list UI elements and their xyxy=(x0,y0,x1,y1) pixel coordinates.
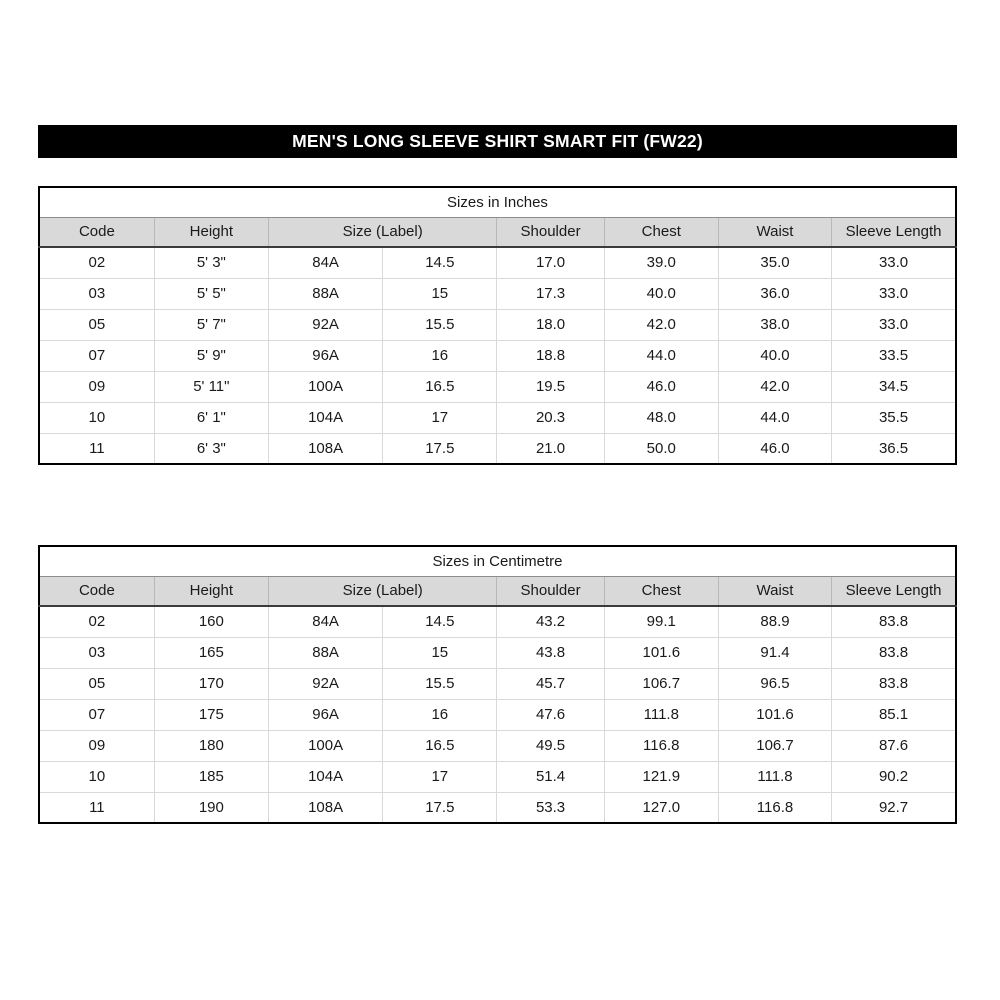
table-cell: 17 xyxy=(383,402,497,433)
table-cell: 44.0 xyxy=(718,402,831,433)
table-cell: 101.6 xyxy=(604,637,718,668)
table-row xyxy=(39,730,956,761)
column-header-waist: Waist xyxy=(718,576,831,606)
table-cell: 36.0 xyxy=(718,278,831,309)
table-cell: 175 xyxy=(154,699,268,730)
table-cell: 42.0 xyxy=(604,309,718,340)
table-cell: 84A xyxy=(268,606,382,637)
table-row xyxy=(39,309,956,340)
table-cell: 5' 11" xyxy=(154,371,268,402)
table-row xyxy=(39,637,956,668)
table-cell: 106.7 xyxy=(718,730,831,761)
table-cell: 88A xyxy=(268,637,382,668)
table-cell: 16 xyxy=(383,340,497,371)
table-cell: 87.6 xyxy=(832,730,956,761)
table-cell: 96A xyxy=(268,699,382,730)
column-header-shoulder: Shoulder xyxy=(497,576,604,606)
table-cell: 85.1 xyxy=(832,699,956,730)
table-cell: 6' 3" xyxy=(154,433,268,464)
table-cell: 47.6 xyxy=(497,699,604,730)
table-cell: 96.5 xyxy=(718,668,831,699)
table-cell: 03 xyxy=(39,278,154,309)
table-cell: 100A xyxy=(268,371,382,402)
table-cell: 101.6 xyxy=(718,699,831,730)
table-cell: 116.8 xyxy=(718,792,831,823)
column-header-height: Height xyxy=(154,576,268,606)
table-cell: 15.5 xyxy=(383,668,497,699)
page-title: MEN'S LONG SLEEVE SHIRT SMART FIT (FW22) xyxy=(292,131,703,151)
column-header-size-label: Size (Label) xyxy=(268,576,496,606)
table-cell: 17.5 xyxy=(383,792,497,823)
table-header-row xyxy=(39,217,956,247)
table-cell: 35.0 xyxy=(718,247,831,278)
table-cell: 6' 1" xyxy=(154,402,268,433)
table-cell: 116.8 xyxy=(604,730,718,761)
table-cell: 15 xyxy=(383,637,497,668)
table-cell: 100A xyxy=(268,730,382,761)
table-cell: 185 xyxy=(154,761,268,792)
column-header-chest: Chest xyxy=(604,576,718,606)
column-header-size-label: Size (Label) xyxy=(268,217,496,247)
column-header-height: Height xyxy=(154,217,268,247)
table-cell: 17.5 xyxy=(383,433,497,464)
table-cell: 16.5 xyxy=(383,730,497,761)
table-cell: 108A xyxy=(268,433,382,464)
table-cell: 18.0 xyxy=(497,309,604,340)
table-cell: 44.0 xyxy=(604,340,718,371)
table-cell: 18.8 xyxy=(497,340,604,371)
table-cell: 5' 5" xyxy=(154,278,268,309)
table-cell: 91.4 xyxy=(718,637,831,668)
table-cell: 33.0 xyxy=(832,278,956,309)
section-title-sizes-in-centimetre: Sizes in Centimetre xyxy=(39,546,956,576)
table-cell: 36.5 xyxy=(832,433,956,464)
table-cell: 20.3 xyxy=(497,402,604,433)
table-cell: 46.0 xyxy=(718,433,831,464)
table-row xyxy=(39,699,956,730)
table-row xyxy=(39,247,956,278)
column-header-sleeve-length: Sleeve Length xyxy=(832,576,956,606)
table-cell: 83.8 xyxy=(832,668,956,699)
table-cell: 33.5 xyxy=(832,340,956,371)
table-cell: 5' 7" xyxy=(154,309,268,340)
table-cell: 33.0 xyxy=(832,247,956,278)
chart-title-bar xyxy=(38,125,957,158)
table-cell: 88.9 xyxy=(718,606,831,637)
column-header-sleeve-length: Sleeve Length xyxy=(832,217,956,247)
table-cell: 16 xyxy=(383,699,497,730)
column-header-waist: Waist xyxy=(718,217,831,247)
table-cell: 11 xyxy=(39,792,154,823)
table-cell: 42.0 xyxy=(718,371,831,402)
table-cell: 03 xyxy=(39,637,154,668)
table-cell: 38.0 xyxy=(718,309,831,340)
table-header-row xyxy=(39,576,956,606)
table-cell: 5' 3" xyxy=(154,247,268,278)
table-cell: 83.8 xyxy=(832,637,956,668)
table-row xyxy=(39,340,956,371)
table-cell: 35.5 xyxy=(832,402,956,433)
table-section-row xyxy=(39,187,956,217)
table-cell: 02 xyxy=(39,247,154,278)
table-row xyxy=(39,606,956,637)
table-cell: 50.0 xyxy=(604,433,718,464)
table-cell: 88A xyxy=(268,278,382,309)
table-cell: 90.2 xyxy=(832,761,956,792)
table-cell: 111.8 xyxy=(718,761,831,792)
table-cell: 92A xyxy=(268,668,382,699)
table-cell: 17 xyxy=(383,761,497,792)
table-row xyxy=(39,402,956,433)
table-cell: 96A xyxy=(268,340,382,371)
table-cell: 15.5 xyxy=(383,309,497,340)
table-cell: 40.0 xyxy=(604,278,718,309)
table-row xyxy=(39,371,956,402)
table-cell: 07 xyxy=(39,699,154,730)
table-row xyxy=(39,792,956,823)
table-cell: 51.4 xyxy=(497,761,604,792)
table-cell: 05 xyxy=(39,309,154,340)
table-cell: 07 xyxy=(39,340,154,371)
column-header-code: Code xyxy=(39,217,154,247)
table-row xyxy=(39,761,956,792)
table-cell: 19.5 xyxy=(497,371,604,402)
table-cell: 21.0 xyxy=(497,433,604,464)
table-cell: 33.0 xyxy=(832,309,956,340)
table-row xyxy=(39,668,956,699)
table-cell: 40.0 xyxy=(718,340,831,371)
table-cell: 46.0 xyxy=(604,371,718,402)
table-cell: 111.8 xyxy=(604,699,718,730)
table-cell: 121.9 xyxy=(604,761,718,792)
table-section-row xyxy=(39,546,956,576)
sizes-in-centimetre-table xyxy=(38,545,957,824)
table-cell: 92A xyxy=(268,309,382,340)
table-cell: 92.7 xyxy=(832,792,956,823)
table-cell: 170 xyxy=(154,668,268,699)
table-cell: 05 xyxy=(39,668,154,699)
table-cell: 43.2 xyxy=(497,606,604,637)
sizes-in-inches-table xyxy=(38,186,957,465)
column-header-code: Code xyxy=(39,576,154,606)
table-cell: 11 xyxy=(39,433,154,464)
column-header-shoulder: Shoulder xyxy=(497,217,604,247)
table-row xyxy=(39,433,956,464)
table-cell: 180 xyxy=(154,730,268,761)
table-cell: 10 xyxy=(39,402,154,433)
table-cell: 17.0 xyxy=(497,247,604,278)
table-cell: 48.0 xyxy=(604,402,718,433)
table-cell: 53.3 xyxy=(497,792,604,823)
table-cell: 127.0 xyxy=(604,792,718,823)
table-cell: 165 xyxy=(154,637,268,668)
table-cell: 104A xyxy=(268,761,382,792)
table-cell: 14.5 xyxy=(383,247,497,278)
table-cell: 108A xyxy=(268,792,382,823)
table-cell: 99.1 xyxy=(604,606,718,637)
table-cell: 84A xyxy=(268,247,382,278)
table-cell: 39.0 xyxy=(604,247,718,278)
table-cell: 09 xyxy=(39,371,154,402)
table-cell: 14.5 xyxy=(383,606,497,637)
table-cell: 83.8 xyxy=(832,606,956,637)
table-cell: 49.5 xyxy=(497,730,604,761)
table-cell: 104A xyxy=(268,402,382,433)
table-cell: 17.3 xyxy=(497,278,604,309)
table-cell: 5' 9" xyxy=(154,340,268,371)
table-cell: 45.7 xyxy=(497,668,604,699)
table-cell: 190 xyxy=(154,792,268,823)
table-cell: 43.8 xyxy=(497,637,604,668)
section-title-sizes-in-inches: Sizes in Inches xyxy=(39,187,956,217)
table-cell: 16.5 xyxy=(383,371,497,402)
table-cell: 34.5 xyxy=(832,371,956,402)
table-cell: 160 xyxy=(154,606,268,637)
table-cell: 02 xyxy=(39,606,154,637)
table-cell: 15 xyxy=(383,278,497,309)
column-header-chest: Chest xyxy=(604,217,718,247)
table-cell: 106.7 xyxy=(604,668,718,699)
table-cell: 10 xyxy=(39,761,154,792)
table-cell: 09 xyxy=(39,730,154,761)
table-row xyxy=(39,278,956,309)
